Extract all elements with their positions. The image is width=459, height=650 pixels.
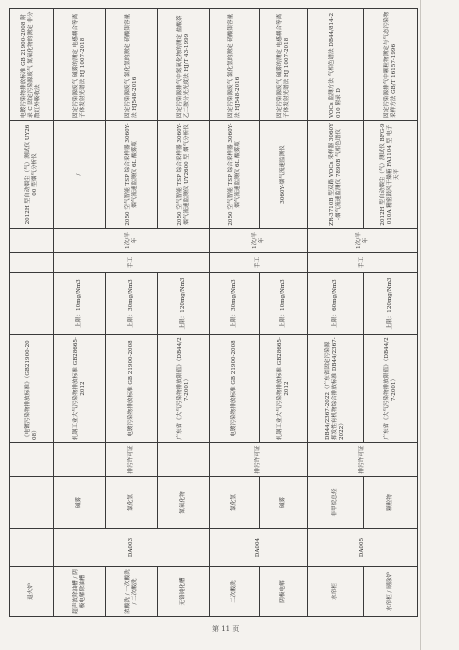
method-cell: 手工 [54, 253, 210, 273]
method-cell [10, 253, 54, 273]
monitor-method-cell: 电镀污染物排放标准 GB 21900-2008 附录 C 固定污染源废气 氮氧化物的测定 非分散红外吸收法 [10, 9, 54, 121]
table-row [260, 9, 308, 617]
process-cell: 阴极电解 [260, 567, 308, 617]
method-cell: 手工 [210, 253, 308, 273]
instrument-cell: 2012H 型自动烟尘（气）测试仪 BFG-9010A 精密鼓风干燥箱 FA1104 型 电子天平 [364, 121, 418, 229]
permit-cell [54, 443, 106, 477]
pollutant-cell: 碱雾 [54, 477, 106, 529]
outlet-cell: DA005 [308, 529, 418, 567]
table-row [54, 9, 106, 617]
permit-cell [10, 443, 54, 477]
table-row [364, 9, 418, 617]
table-row [106, 9, 158, 617]
instrument-cell: 3060Y-烟气流速监测仪 [260, 121, 308, 229]
process-cell: 退火炉 [10, 567, 54, 617]
permit-cell: 排污许可证 [210, 443, 308, 477]
instrument-cell: 2050 空气智能 TSP 综合采样器 3060Y-烟气流速监测仪 6L 酸雾瓶 [106, 121, 158, 229]
monitor-method-cell: 固定污染源废气 碱雾的测定 电感耦合等离子体发射光谱法 HJ 1007-2018 [54, 9, 106, 121]
table-row [210, 9, 260, 617]
limit-cell: 上限：120mg/Nm3 [158, 273, 210, 335]
method-cell: 手工 [308, 253, 418, 273]
permit-cell: 排污许可证 [106, 443, 158, 477]
table-row [308, 9, 364, 617]
standard-cell: DB44/2367-2022（广东省固定污染源挥发性有机物综合排放标准 DB44/2367-2022） [308, 335, 364, 443]
freq-cell: 1次/半年 [308, 229, 418, 253]
outlet-cell: DA003 [54, 529, 210, 567]
monitor-method-cell: 固定污染源排气中氮氧化物的测定 盐酸萘乙二胺分光光度法 HJ/T 43-1999 [158, 9, 210, 121]
pollutant-cell: 碱雾 [260, 477, 308, 529]
permit-cell [158, 443, 210, 477]
scan-edge [420, 0, 421, 650]
monitoring-table [9, 8, 418, 617]
outlet-cell [10, 529, 54, 567]
freq-cell: 1次/半年 [54, 229, 210, 253]
process-cell: 无铬钝化槽 [158, 567, 210, 617]
standard-cell: 电镀污染物排放标准 GB 21900-2008 [106, 335, 158, 443]
instrument-cell: 2050 空气智能 TSP 综合采样器 3060Y-烟气流速监测仪 UY2600 型 烟气分析仪 [158, 121, 210, 229]
table-row [10, 9, 54, 617]
monitor-method-cell: 固定污染源废气 氯化氢的测定 硝酸银容量法 HJ548-2016 [106, 9, 158, 121]
instrument-cell: 2050 空气智能 TSP 综合采样器 3060Y-烟气流速监测仪 6L 酸雾瓶 [210, 121, 260, 229]
process-cell: 水帘柜 / 刷涂炉 [364, 567, 418, 617]
monitor-method-cell: VOCs 监测方法 气相色谱法 DB44/814-2010 附录 D [308, 9, 364, 121]
freq-cell [10, 229, 54, 253]
pollutant-cell: 氯化氢 [106, 477, 158, 529]
monitor-method-cell: 固定污染源废气 碱雾的测定 电感耦合等离子体发射光谱法 HJ 1007-2018 [260, 9, 308, 121]
standard-cell: 电镀污染物排放标准 GB 21900-2008 [210, 335, 260, 443]
standard-cell: 轧钢工业大气污染物排放标准 GB28665-2012 [54, 335, 106, 443]
standard-cell: 广东省《大气污染物排放限值》（DB44/27-2001） [158, 335, 210, 443]
instrument-cell: / [54, 121, 106, 229]
permit-cell: 排污许可证 [308, 443, 418, 477]
monitor-method-cell: 固定污染源废气 氯化氢的测定 硝酸银容量法 HJ548-2016 [210, 9, 260, 121]
process-cell: 浓酸洗 / 一次酸洗 / 二次酸洗 [106, 567, 158, 617]
page-number: 第 11 页 [212, 625, 240, 633]
outlet-cell: DA004 [210, 529, 308, 567]
limit-cell: 上限：10mg/Nm3 [54, 273, 106, 335]
limit-cell: 上限：60mg/Nm3 [308, 273, 364, 335]
limit-cell: 上限：10mg/Nm3 [260, 273, 308, 335]
standard-cell: 轧钢工业大气污染物排放标准 GB28665-2012 [260, 335, 308, 443]
standard-cell: 《电镀污染物排放标准》（GB21900-2008） [10, 335, 54, 443]
standard-cell: 广东省《大气污染物排放限值》（DB44/27-2001） [364, 335, 418, 443]
process-cell: 二次酸洗 [210, 567, 260, 617]
process-cell: 超声波除油槽 / 阴极电解除油槽 [54, 567, 106, 617]
instrument-cell: ZR-3710B 型双路 VOCs 采样器 3060Y-烟气流速监测仪 7890B 气相色谱仪 [308, 121, 364, 229]
pollutant-cell: 氯化氢 [210, 477, 260, 529]
limit-cell: 上限：30mg/Nm3 [106, 273, 158, 335]
process-cell: 水帘柜 [308, 567, 364, 617]
limit-cell: 上限：120mg/Nm3 [364, 273, 418, 335]
freq-cell: 1次/半年 [210, 229, 308, 253]
pollutant-cell [10, 477, 54, 529]
table-row [158, 9, 210, 617]
instrument-cell: 2012H 型自动烟尘（气）测试仪 UY2600 型烟气分析仪 [10, 121, 54, 229]
limit-cell [10, 273, 54, 335]
pollutant-cell: 非甲烷总烃 [308, 477, 364, 529]
limit-cell: 上限：30mg/Nm3 [210, 273, 260, 335]
pollutant-cell: 氮氧化物 [158, 477, 210, 529]
rotated-table-container [9, 9, 417, 617]
pollutant-cell: 颗粒物 [364, 477, 418, 529]
monitor-method-cell: 固定污染源排气中颗粒物测定与气态污染物采样方法 GB/T 16157-1996 [364, 9, 418, 121]
